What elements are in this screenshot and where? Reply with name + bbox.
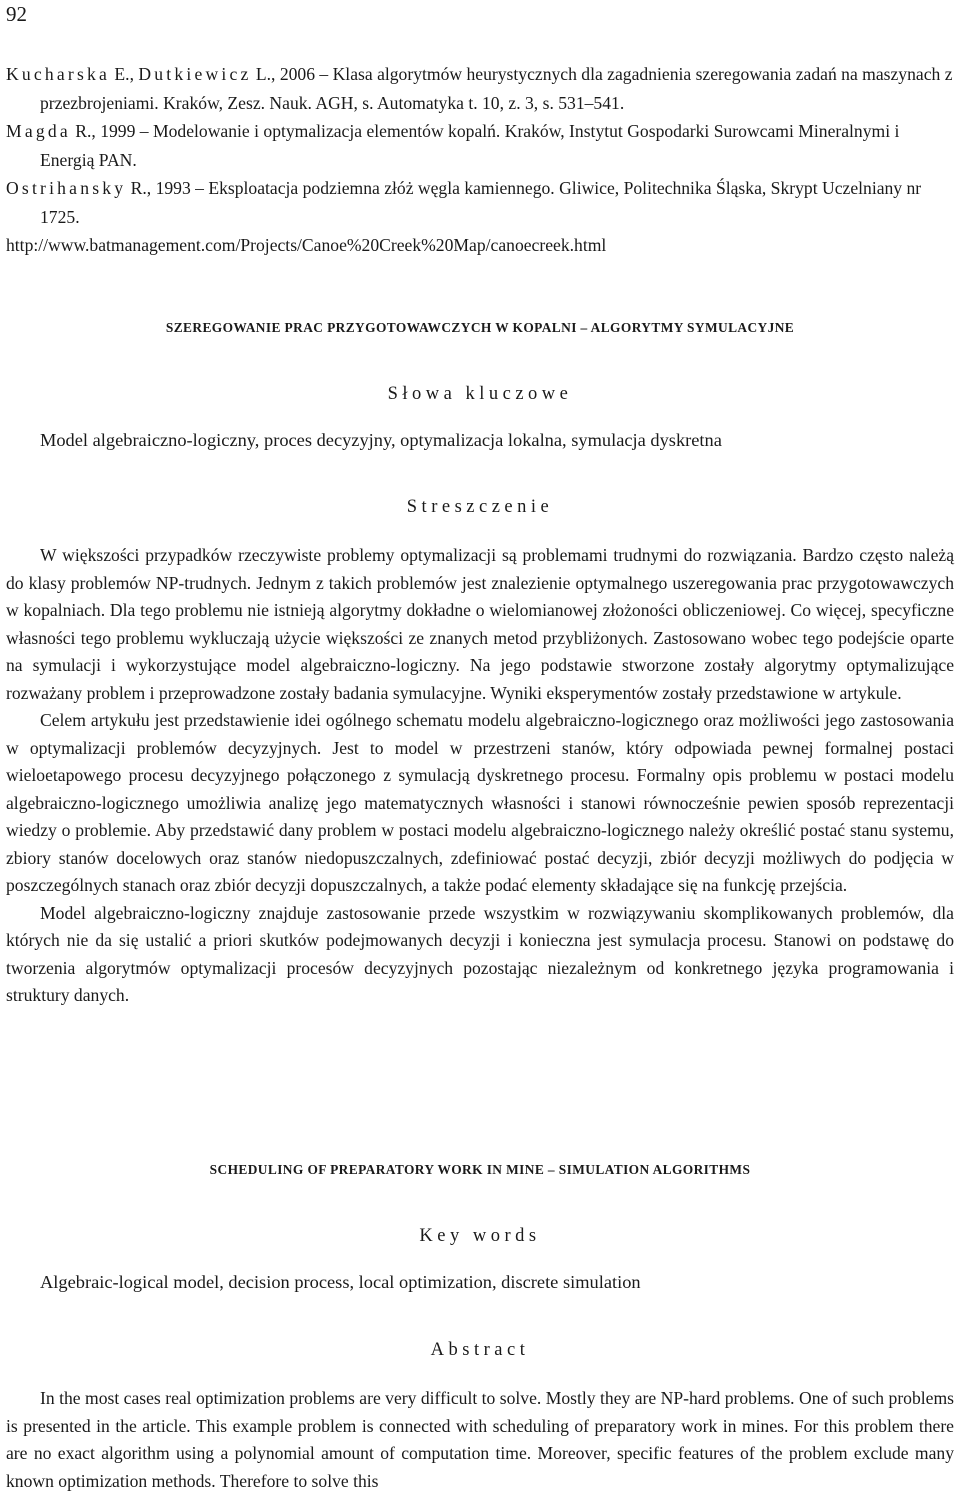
english-keywords: Algebraic-logical model, decision process, local optimization, discrete simulation xyxy=(40,1272,641,1292)
reference-text: R., 1999 – Modelowanie i optymalizacja elementów kopalń. Kraków, Instytut Gospodarki Surowcami Mineralnymi i Energią PAN. xyxy=(40,121,900,170)
references-list xyxy=(6,60,956,260)
reference-text: E., xyxy=(110,64,139,84)
abstract-paragraph: W większości przypadków rzeczywiste problemy optymalizacji są problemami trudnymi do rozwiązania. Bardzo często należą do klasy problemów NP-trudnych. Jednym z takich problemów jest znalezienie optymalnego uszeregowania prac przygotowawczych w kopalniach. Dla tego problemu nie istnieją algorytmy dokładne o wielomianowej złożoności obliczeniowej. Co więcej, specyficzne własności tego problemu wykluczają użycie większości ze znanych metod przybliżonych. Zastosowano wobec tego podejście oparte na symulacji i wykorzystujące model algebraiczno-logiczny. Na jego podstawie stworzone zostały algorytmy optymalizujące rozważany problem i przeprowadzone zostały badania symulacyjne. Wyniki eksperymentów zostały przedstawione w artykule. xyxy=(6,545,954,703)
abstract-paragraph: Model algebraiczno-logiczny znajduje zastosowanie przede wszystkim w rozwiązywaniu skomplikowanych problemów, dla których nie da się ustalić a priori skutków podejmowanych decyzji i konieczna jest symulacja procesu. Stanowi on podstawę do tworzenia algorytmów optymalizacji procesów decyzyjnych pozostając niezależnym od konkretnego języka programowania i struktury danych. xyxy=(6,902,954,1005)
polish-title: SZEREGOWANIE PRAC PRZYGOTOWAWCZYCH W KOPALNI – ALGORYTMY SYMULACYJNE xyxy=(165,320,795,335)
reference-text: R., 1993 – Eksploatacja podziemna złóż węgla kamiennego. Gliwice, Politechnika Śląska, Skrypt Uczelniany nr 1725. xyxy=(40,178,922,227)
english-keywords-heading: Key words xyxy=(419,1226,541,1246)
reference-author: Magda xyxy=(6,121,71,141)
reference-item xyxy=(6,117,956,174)
abstract-paragraph: Celem artykułu jest przedstawienie idei ogólnego schematu modelu algebraiczno-logicznego oraz możliwości jego zastosowania w optymalizacji problemów decyzyjnych. Jest to model w przestrzeni stanów, który odpowiada pewnej formalnej postaci wieloetapowego procesu decyzyjnego połączonego z symulacją dyskretnego procesu. Formalny opis problemu w postaci modelu algebraiczno-logicznego umożliwia analizę jego matematycznych własności i stanowi równocześnie pewien sposób reprezentacji wiedzy o problemie. Aby przedstawić dany problem w postaci modelu algebraiczno-logicznego należy określić postać stanu systemu, zbiory stanów docelowych oraz stanów niedopuszczalnych, zdefiniować postać decyzji, zbiór decyzji możliwych do podjęcia w poszczególnych stanach oraz zbiór decyzji dopuszczalnych, a także podać elementy składające się na funkcję przejścia. xyxy=(6,710,954,895)
reference-item xyxy=(6,60,956,117)
english-title: SCHEDULING OF PREPARATORY WORK IN MINE – SIMULATION ALGORITHMS xyxy=(209,1162,751,1177)
abstract-paragraph: In the most cases real optimization problems are very difficult to solve. Mostly they are NP-hard problems. One of such problems is presented in the article. This example problem is connected with scheduling of preparatory work in mines. For this problem there are no exact algorithm using a polynomial amount of computation time. Moreover, specific features of the problem exclude many known optimization methods. Therefore to solve this xyxy=(6,1388,954,1491)
page-number: 92 xyxy=(6,2,27,26)
polish-keywords: Model algebraiczno-logiczny, proces decyzyjny, optymalizacja lokalna, symulacja dyskretna xyxy=(40,430,722,450)
reference-item xyxy=(6,174,956,231)
reference-author: Dutkiewicz xyxy=(138,64,252,84)
reference-author: Kucharska xyxy=(6,64,111,84)
reference-text: http://www.batmanagement.com/Projects/Canoe%20Creek%20Map/canoecreek.html xyxy=(6,235,607,255)
polish-keywords-heading: Słowa kluczowe xyxy=(387,384,573,404)
english-abstract-heading: Abstract xyxy=(430,1340,530,1360)
reference-text: L., 2006 – Klasa algorytmów heurystycznych dla zagadnienia szeregowania zadań na maszynach z przezbrojeniami. Kraków, Zesz. Nauk. AGH, s. Automatyka t. 10, z. 3, s. 531–541. xyxy=(40,64,953,113)
reference-author: Ostrihansky xyxy=(6,178,127,198)
polish-abstract xyxy=(6,542,954,1010)
english-abstract xyxy=(6,1385,954,1493)
reference-url xyxy=(6,231,956,260)
polish-abstract-heading: Streszczenie xyxy=(406,497,554,517)
